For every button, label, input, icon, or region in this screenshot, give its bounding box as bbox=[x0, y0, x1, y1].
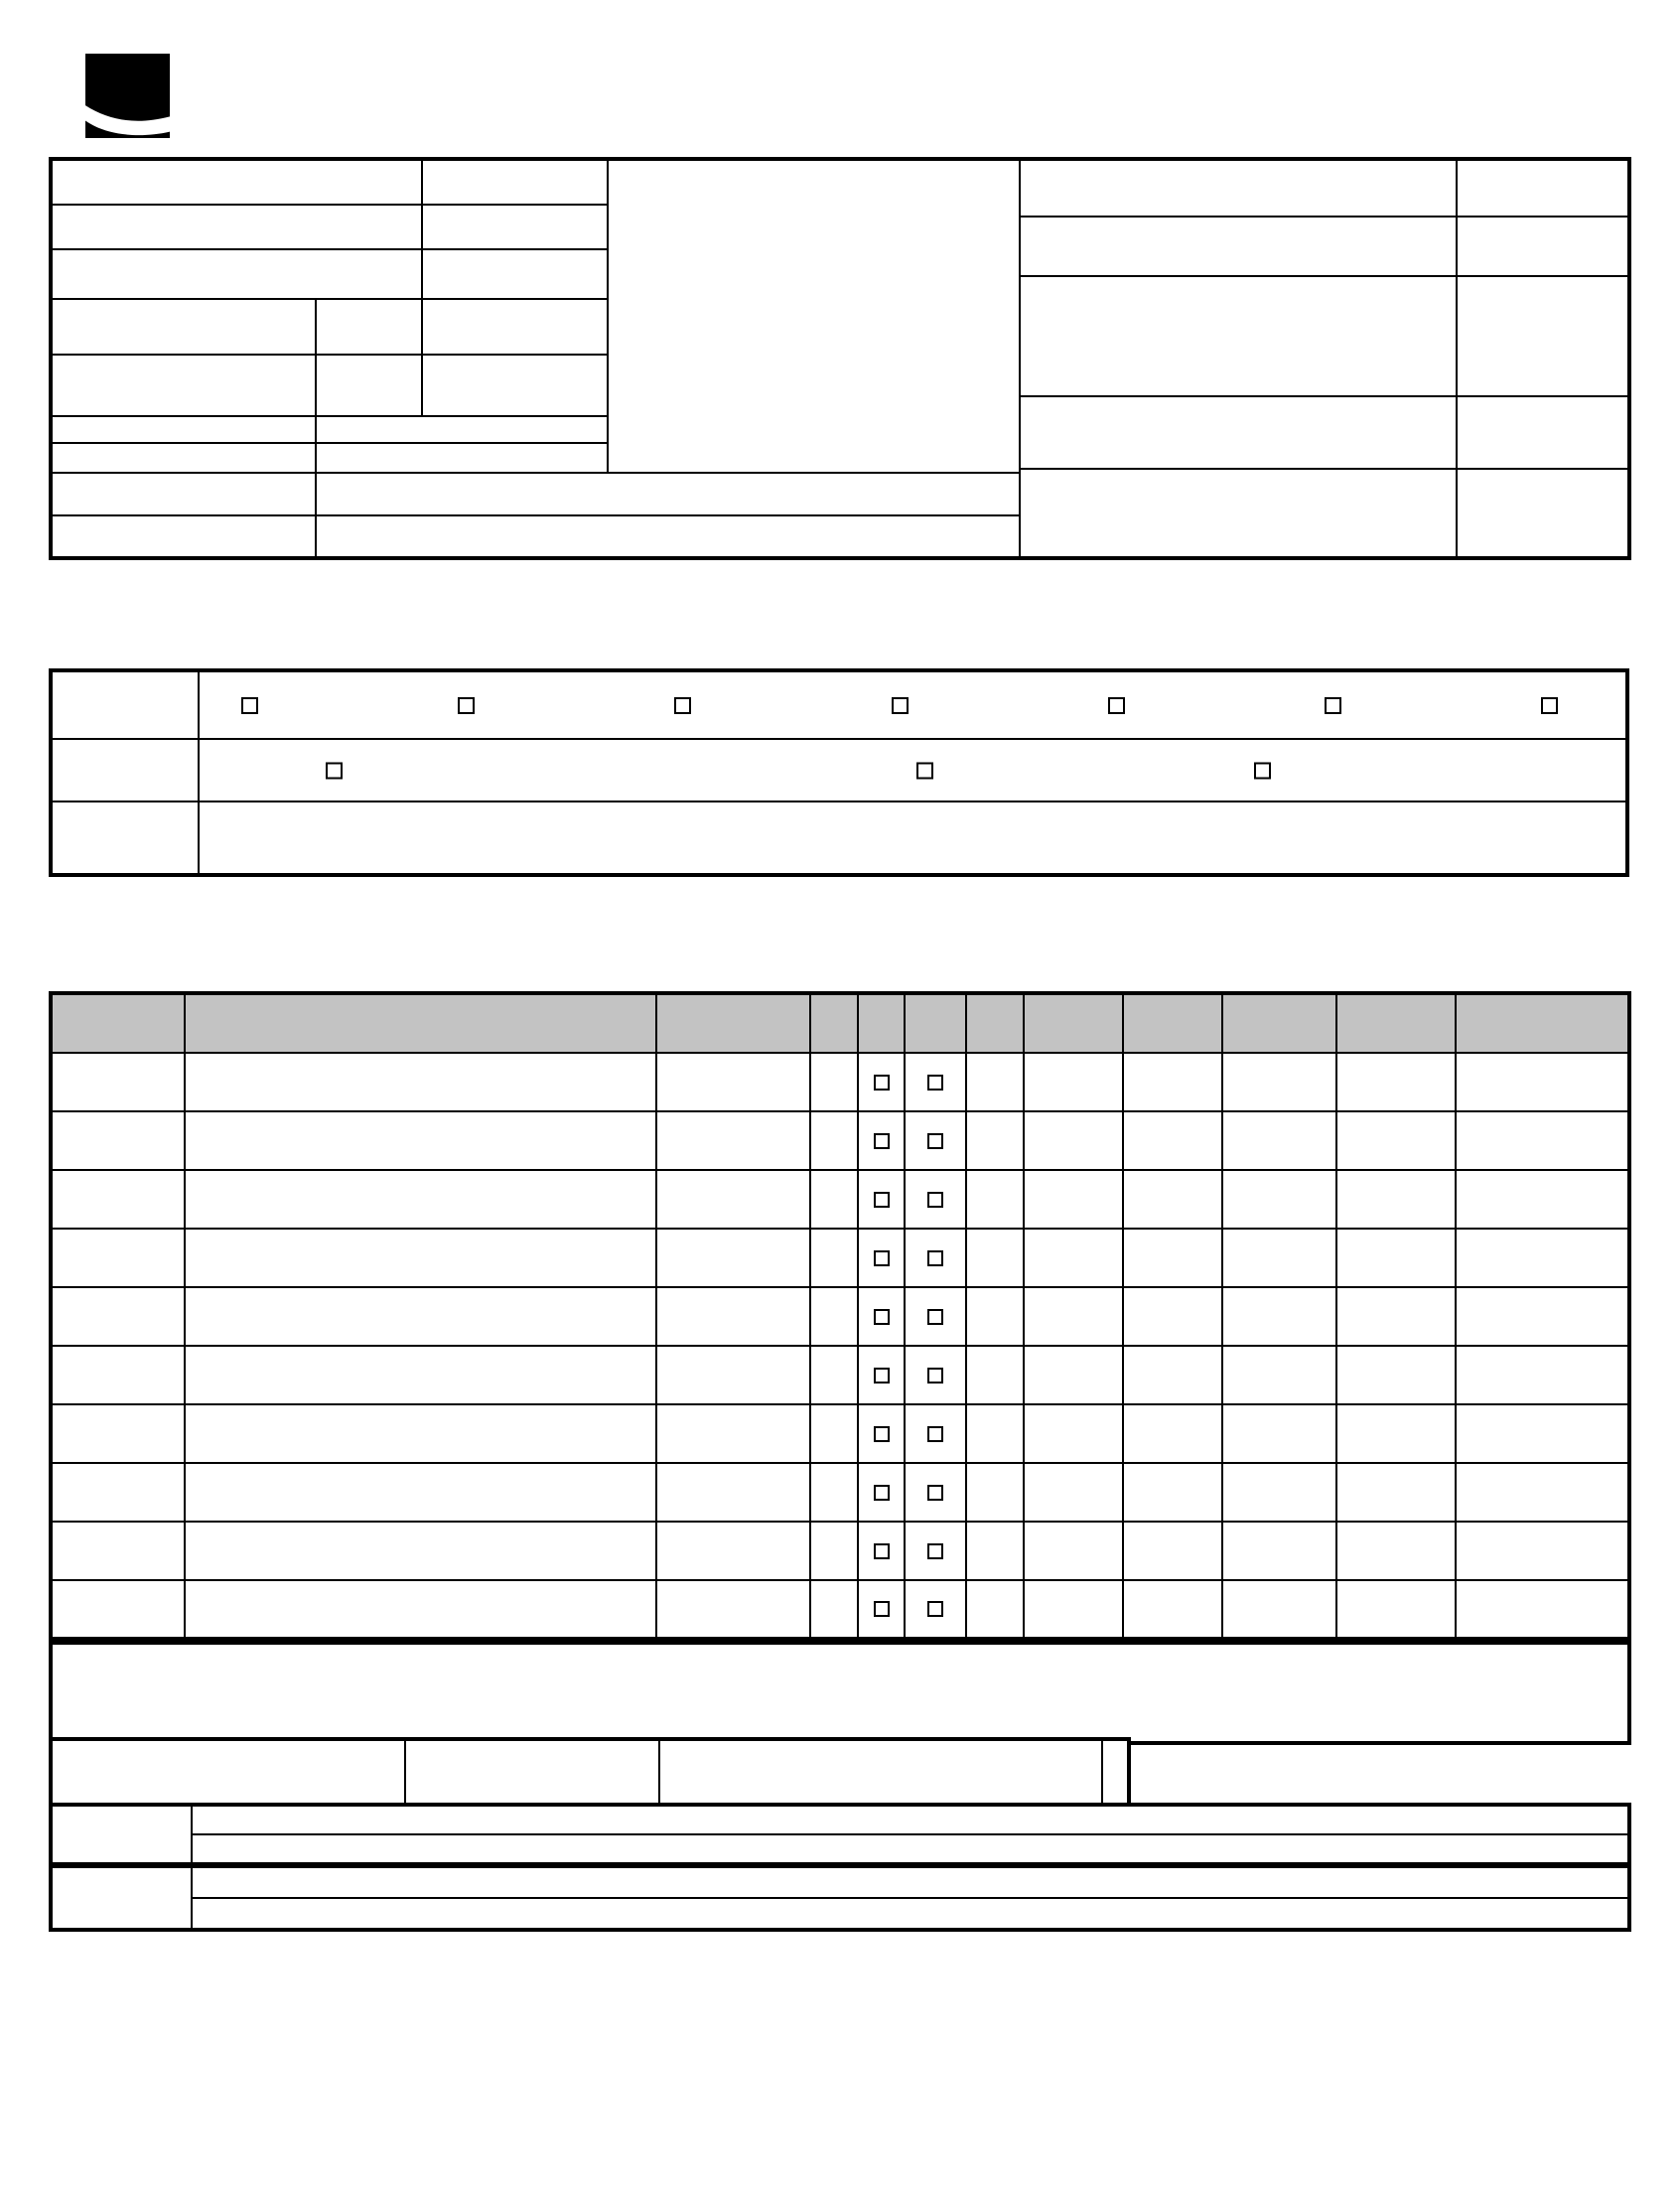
col-rev bbox=[810, 993, 858, 1053]
contractor-label-cell bbox=[1458, 470, 1627, 556]
cc-label-cell bbox=[53, 516, 315, 556]
checked-by-cell bbox=[660, 1741, 1101, 1803]
row-no bbox=[51, 1170, 185, 1229]
client-pm-label-cell bbox=[423, 300, 607, 354]
col-pages bbox=[1123, 993, 1222, 1053]
structure-checkbox[interactable] bbox=[1325, 697, 1341, 714]
phase-item-after bbox=[1247, 762, 1271, 779]
department-items bbox=[200, 672, 1625, 738]
signatures-row bbox=[49, 1737, 1131, 1807]
doc-table-header-row bbox=[51, 993, 1629, 1053]
after-execution-checkbox[interactable] bbox=[1254, 762, 1271, 779]
col-title bbox=[185, 993, 656, 1053]
dept-item-supervision bbox=[451, 697, 475, 714]
table-row bbox=[51, 1346, 1629, 1404]
file-checkbox[interactable] bbox=[874, 1075, 890, 1091]
attn-label-cell bbox=[53, 474, 315, 514]
paper-checkbox[interactable] bbox=[927, 1192, 943, 1208]
file-checkbox[interactable] bbox=[874, 1309, 890, 1325]
during-execution-checkbox[interactable] bbox=[916, 762, 933, 779]
contract-info-block bbox=[1021, 161, 1627, 556]
row-no bbox=[51, 1463, 185, 1522]
payabtarh-logo-icon bbox=[85, 52, 170, 140]
col-size bbox=[1024, 993, 1123, 1053]
transmittal-no-value bbox=[423, 161, 607, 204]
discipline-value bbox=[200, 802, 1625, 873]
row-title-cell bbox=[185, 1580, 656, 1639]
doc-date-label-cell bbox=[53, 250, 421, 298]
col-no bbox=[51, 993, 185, 1053]
contractor-value-cell bbox=[1021, 470, 1456, 556]
col-prev-transmittal bbox=[1456, 993, 1629, 1053]
row-title-cell bbox=[185, 1111, 656, 1170]
from-cell bbox=[53, 356, 315, 415]
paper-checkbox[interactable] bbox=[927, 1309, 943, 1325]
client-name-label-cell bbox=[1458, 218, 1627, 275]
letter-no-label-cell bbox=[53, 444, 315, 472]
contract-no-value bbox=[1021, 161, 1456, 216]
supervision-checkbox[interactable] bbox=[458, 697, 475, 714]
fa-legend-line1 bbox=[193, 1868, 1627, 1897]
approved-by-cell bbox=[1103, 1741, 1127, 1803]
table-row bbox=[51, 1229, 1629, 1287]
row-no bbox=[51, 1346, 185, 1404]
file-checkbox[interactable] bbox=[874, 1601, 890, 1617]
logo-swoosh-icon bbox=[85, 52, 170, 140]
design-manager-label-cell bbox=[1458, 277, 1627, 395]
row-no bbox=[51, 1053, 185, 1111]
table-row bbox=[51, 1170, 1629, 1229]
row-no bbox=[51, 1580, 185, 1639]
dept-item-mechanical bbox=[885, 697, 909, 714]
file-checkbox[interactable] bbox=[874, 1133, 890, 1149]
dept-item-structure bbox=[1318, 697, 1341, 714]
contract-no-label-cell bbox=[1458, 161, 1627, 216]
fa-legend-label bbox=[53, 1868, 191, 1928]
to-person-cell bbox=[317, 300, 421, 354]
table-row bbox=[51, 1580, 1629, 1639]
poi-legend-section bbox=[49, 1803, 1631, 1866]
jv-group-value bbox=[1021, 397, 1456, 468]
row-title-cell bbox=[185, 1287, 656, 1346]
classification-table bbox=[49, 668, 1629, 877]
exec-pm-label-cell bbox=[423, 356, 607, 415]
paper-checkbox[interactable] bbox=[927, 1426, 943, 1442]
letter-no-value-cell bbox=[317, 444, 607, 472]
table-row bbox=[51, 1111, 1629, 1170]
dept-item-electrical bbox=[1101, 697, 1125, 714]
file-checkbox[interactable] bbox=[874, 1250, 890, 1266]
col-doc bbox=[656, 993, 810, 1053]
file-checkbox[interactable] bbox=[874, 1368, 890, 1384]
dept-item-architecture bbox=[1534, 697, 1558, 714]
design-manager-value bbox=[1021, 277, 1456, 395]
phase-items bbox=[200, 740, 1625, 801]
document-type-value-cell bbox=[317, 417, 607, 442]
row-no bbox=[51, 1287, 185, 1346]
dept-item-project-control bbox=[234, 697, 258, 714]
row-title-cell bbox=[185, 1229, 656, 1287]
letter-date-value bbox=[423, 206, 607, 248]
letter-date-label-cell bbox=[53, 206, 421, 248]
department-label bbox=[53, 672, 198, 738]
issued-by-cell bbox=[406, 1741, 658, 1803]
row-title-cell bbox=[185, 1463, 656, 1522]
paper-checkbox[interactable] bbox=[927, 1368, 943, 1384]
table-row bbox=[51, 1404, 1629, 1463]
row-title-cell bbox=[185, 1522, 656, 1580]
paper-checkbox[interactable] bbox=[927, 1250, 943, 1266]
transmittal-info-table bbox=[49, 157, 1631, 560]
fa-legend-line2 bbox=[193, 1899, 1627, 1928]
electrical-checkbox[interactable] bbox=[1108, 697, 1125, 714]
client-name-value-cell bbox=[1021, 218, 1456, 275]
paper-checkbox[interactable] bbox=[927, 1601, 943, 1617]
project-control-checkbox[interactable] bbox=[241, 697, 258, 714]
col-poi bbox=[1222, 993, 1336, 1053]
to-cell bbox=[53, 300, 315, 354]
row-title-cell bbox=[185, 1346, 656, 1404]
project-name-cell bbox=[609, 161, 1019, 472]
row-title-cell bbox=[185, 1053, 656, 1111]
row-no bbox=[51, 1111, 185, 1170]
paper-checkbox[interactable] bbox=[927, 1133, 943, 1149]
col-prev-status bbox=[1336, 993, 1456, 1053]
remark-label bbox=[53, 1645, 1627, 1655]
table-row bbox=[51, 1287, 1629, 1346]
phase-label bbox=[53, 740, 198, 801]
architecture-checkbox[interactable] bbox=[1541, 697, 1558, 714]
phase-item-during bbox=[910, 762, 933, 779]
file-checkbox[interactable] bbox=[874, 1543, 890, 1559]
doc-date-value bbox=[423, 250, 607, 298]
remark-section bbox=[49, 1641, 1631, 1745]
poi-legend-line2 bbox=[193, 1835, 1627, 1862]
row-title-cell bbox=[185, 1404, 656, 1463]
row-no bbox=[51, 1229, 185, 1287]
file-checkbox[interactable] bbox=[874, 1426, 890, 1442]
attn-value-cell bbox=[317, 474, 1019, 514]
file-checkbox[interactable] bbox=[874, 1192, 890, 1208]
fa-legend-section bbox=[49, 1864, 1631, 1932]
col-file bbox=[858, 993, 905, 1053]
transmittal-no-label-cell bbox=[53, 161, 421, 204]
row-no bbox=[51, 1522, 185, 1580]
phase-item-before bbox=[319, 762, 343, 779]
row-title-cell bbox=[185, 1170, 656, 1229]
mechanical-checkbox[interactable] bbox=[892, 697, 909, 714]
col-paper bbox=[905, 993, 966, 1053]
document-type-label-cell bbox=[53, 417, 315, 442]
logo-text-block bbox=[167, 58, 331, 62]
prepared-by-cell bbox=[53, 1741, 404, 1803]
table-row bbox=[51, 1522, 1629, 1580]
discipline-label bbox=[53, 802, 198, 873]
file-checkbox[interactable] bbox=[874, 1485, 890, 1501]
document-list-table bbox=[49, 991, 1631, 1641]
paper-checkbox[interactable] bbox=[927, 1075, 943, 1091]
cc-value-cell bbox=[317, 516, 1019, 556]
paper-checkbox[interactable] bbox=[927, 1543, 943, 1559]
jv-group-label-cell bbox=[1458, 397, 1627, 468]
poi-legend-line1 bbox=[193, 1807, 1627, 1833]
dept-item-civil bbox=[667, 697, 691, 714]
col-cd bbox=[966, 993, 1024, 1053]
table-row bbox=[51, 1053, 1629, 1111]
from-person-cell bbox=[317, 356, 421, 415]
civil-checkbox[interactable] bbox=[674, 697, 691, 714]
poi-legend-label bbox=[53, 1807, 191, 1862]
paper-checkbox[interactable] bbox=[927, 1485, 943, 1501]
row-no bbox=[51, 1404, 185, 1463]
table-row bbox=[51, 1463, 1629, 1522]
before-execution-checkbox[interactable] bbox=[326, 762, 343, 779]
